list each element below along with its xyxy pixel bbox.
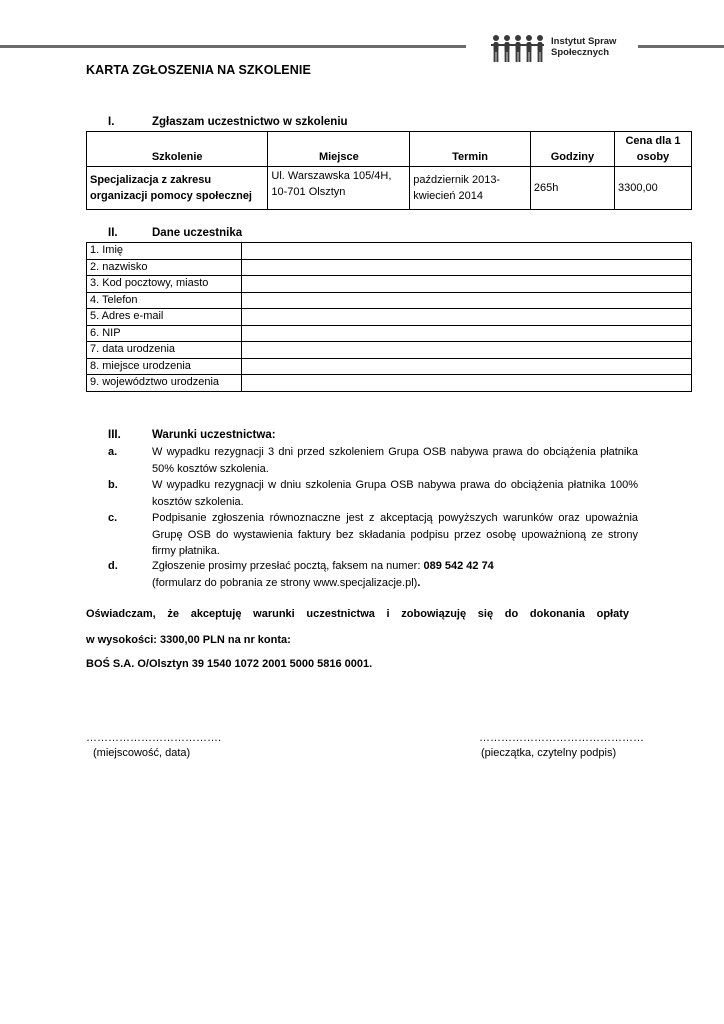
- section-2-number: II.: [108, 227, 118, 239]
- condition-text: Podpisanie zgłoszenia równoznaczne jest z akceptacją powyższych warunków oraz upoważnia Grupę OSB do wystawienia faktury bez składania podpisu przez osobę upoważnioną ze strony firmy płatnika.: [152, 512, 638, 557]
- table-row: [87, 276, 692, 293]
- logo-line-1: Instytut Spraw: [551, 36, 617, 47]
- declaration-line-1: Oświadczam, że akceptuję warunki uczestnictwa i zobowiązuję się do dokonania opłaty: [86, 608, 629, 620]
- field-label: 5. Adres e-mail: [87, 309, 242, 326]
- signature-left-label: (miejscowość, data): [93, 747, 191, 759]
- logo: [490, 34, 640, 66]
- table-row: [87, 292, 692, 309]
- condition-letter: a.: [108, 446, 118, 458]
- logo-text: [551, 36, 616, 58]
- table-row: [87, 325, 692, 342]
- table-row: [87, 375, 692, 392]
- field-value[interactable]: [242, 342, 692, 359]
- page-title: KARTA ZGŁOSZENIA NA SZKOLENIE: [86, 63, 311, 77]
- header-godziny: Godziny: [530, 132, 614, 167]
- condition-d-line2: (formularz do pobrania ze strony www.specjalizacje.pl): [152, 576, 418, 589]
- field-label: 8. miejsce urodzenia: [87, 358, 242, 375]
- header-rule-right: [638, 45, 724, 48]
- field-value[interactable]: [242, 243, 692, 260]
- field-value[interactable]: [242, 292, 692, 309]
- cell-cena: 3300,00: [614, 167, 691, 210]
- field-value[interactable]: [242, 276, 692, 293]
- cell-szkolenie: Specjalizacja z zakresu organizacji pomocy społecznej: [87, 167, 268, 210]
- table-row: [87, 358, 692, 375]
- table-row: [87, 309, 692, 326]
- participant-table: [86, 242, 692, 392]
- cell-miejsce: Ul. Warszawska 105/4H, 10-701 Olsztyn: [268, 167, 410, 210]
- declaration-line-2: w wysokości: 3300,00 PLN na nr konta:: [86, 634, 291, 646]
- field-value[interactable]: [242, 309, 692, 326]
- condition-letter: c.: [108, 512, 118, 524]
- condition-text: [152, 558, 638, 591]
- condition-d-end: .: [417, 576, 421, 589]
- condition-text: W wypadku rezygnacji w dniu szkolenia Grupa OSB nabywa prawa do obciążenia płatnika 100% kosztów szkolenia.: [152, 479, 638, 508]
- header-miejsce: Miejsce: [268, 132, 410, 167]
- table-row: [87, 243, 692, 260]
- section-3-number: III.: [108, 429, 121, 441]
- field-label: 4. Telefon: [87, 292, 242, 309]
- fax-number: 089 542 42 74: [423, 560, 494, 572]
- field-label: 2. nazwisko: [87, 259, 242, 276]
- field-label: 6. NIP: [87, 325, 242, 342]
- header-rule-left: [0, 45, 466, 48]
- cell-godziny: 265h: [530, 167, 614, 210]
- field-label: 1. Imię: [87, 243, 242, 260]
- cell-termin: październik 2013- kwiecień 2014: [410, 167, 531, 210]
- signature-left-dots: ……………………………….: [86, 732, 222, 744]
- table-row: [87, 259, 692, 276]
- table-row: [87, 342, 692, 359]
- field-label: 3. Kod pocztowy, miasto: [87, 276, 242, 293]
- training-table-header: [87, 132, 692, 167]
- header-szkolenie: Szkolenie: [87, 132, 268, 167]
- condition-letter: b.: [108, 479, 118, 491]
- signature-right-label: (pieczątka, czytelny podpis): [481, 747, 617, 759]
- section-1-title: Zgłaszam uczestnictwo w szkoleniu: [152, 116, 348, 128]
- signature-right-dots: ………………………………………: [479, 732, 644, 744]
- training-table-row: [87, 167, 692, 210]
- field-label: 7. data urodzenia: [87, 342, 242, 359]
- header-termin: Termin: [410, 132, 531, 167]
- header-cena: Cena dla 1 osoby: [614, 132, 691, 167]
- condition-d-prefix: Zgłoszenie prosimy przesłać pocztą, faksem na numer:: [152, 560, 424, 572]
- section-3-title: Warunki uczestnictwa:: [152, 429, 276, 441]
- training-table: [86, 131, 692, 210]
- condition-letter: d.: [108, 560, 118, 572]
- field-value[interactable]: [242, 325, 692, 342]
- field-label: 9. województwo urodzenia: [87, 375, 242, 392]
- field-value[interactable]: [242, 358, 692, 375]
- section-1-number: I.: [108, 116, 115, 128]
- logo-line-2: Społecznych: [551, 47, 610, 58]
- section-2-title: Dane uczestnika: [152, 227, 243, 239]
- bank-account: BOŚ S.A. O/Olsztyn 39 1540 1072 2001 5000 5816 0001.: [86, 658, 373, 670]
- field-value[interactable]: [242, 259, 692, 276]
- field-value[interactable]: [242, 375, 692, 392]
- people-chain-icon: [490, 34, 546, 64]
- condition-text: W wypadku rezygnacji 3 dni przed szkoleniem Grupa OSB nabywa prawa do obciążenia płatnika 50% kosztów szkolenia.: [152, 446, 638, 475]
